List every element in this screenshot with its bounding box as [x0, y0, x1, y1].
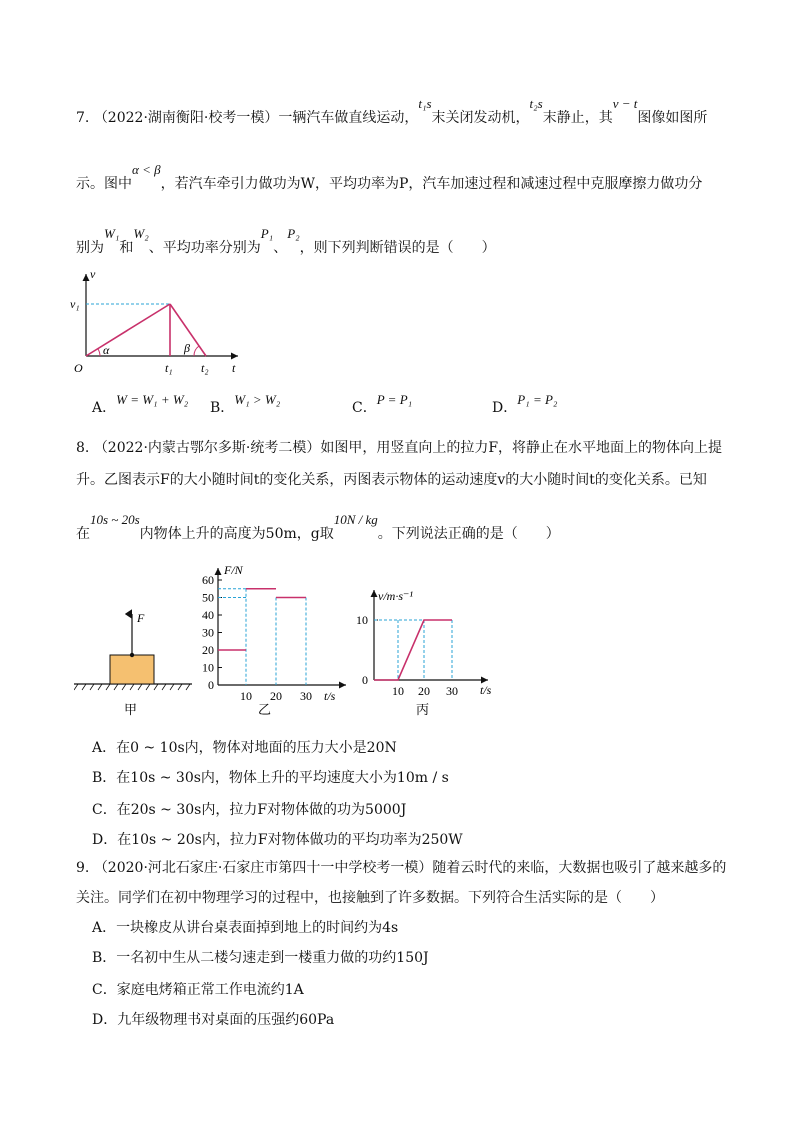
q9-text: 随着云时代的来临，大数据也吸引了越来越多的	[432, 860, 727, 876]
option-letter: C．	[92, 982, 117, 998]
yi-y-tick-50: 50	[202, 590, 214, 605]
q7-accel-line	[86, 304, 170, 356]
yi-force-line	[218, 589, 306, 650]
yi-y-tick-20: 20	[202, 643, 214, 657]
q7-v1-label: v₁	[70, 297, 80, 311]
bing-y-title: v/m·s⁻¹	[378, 589, 413, 603]
q9-text: 关注。同学们在初中物理学习的过程中，也接触到了许多数据。下列符合生活实际的是（ ）	[76, 890, 664, 906]
q8-number: 8.	[76, 440, 90, 456]
q8-text: 升。乙图表示F的大小随时间t的变化关系，丙图表示物体的运动速度v的大小随时间t的变化关系。已知	[76, 472, 707, 488]
q7-number: 7.	[76, 110, 90, 126]
object-block	[110, 655, 154, 684]
q8-interval: 10s ~ 20s	[90, 512, 140, 527]
option-letter: B．	[92, 950, 117, 966]
option-letter: C．	[92, 802, 117, 818]
q7-text: 末关闭发动机，	[431, 110, 530, 126]
q8-text: 如图甲，用竖直向上的拉力F，将静止在水平地面上的物体向上提	[320, 440, 723, 456]
q7-option-c[interactable]	[352, 392, 413, 418]
bing-dashed-guides	[374, 620, 452, 680]
option-text: W = W₁ + W₂	[116, 392, 189, 407]
q7-text: 末静止，其	[542, 110, 613, 126]
option-text: 一块橡皮从讲台桌表面掉到地上的时间约为4s	[116, 920, 399, 936]
option-text: 家庭电烤箱正常工作电流约1A	[116, 982, 304, 998]
q7-source: （2022·湖南衡阳·校考一模）	[93, 110, 279, 126]
bing-velocity-line	[374, 620, 452, 680]
q7-p1: P₁	[260, 226, 274, 241]
q7-beta-arc	[194, 346, 199, 356]
option-text: 在0 ~ 10s内，物体对地面的压力大小是20N	[116, 740, 397, 756]
force-label: F	[137, 611, 145, 625]
q9-source: （2020·河北石家庄·石家庄市第四十一中学校考一模）	[93, 860, 433, 876]
q8-figure-jia	[74, 600, 194, 720]
q8-figure-yi	[196, 560, 356, 720]
q7-text: 和	[119, 240, 134, 256]
option-letter: B．	[92, 770, 117, 786]
q7-line-1	[76, 96, 740, 128]
yi-y-tick-30: 30	[202, 625, 214, 640]
bing-y-tick-0: 0	[362, 673, 368, 687]
q9-option-a[interactable]	[92, 918, 398, 938]
q7-t-label: t	[232, 361, 236, 375]
q7-v-label: v	[90, 268, 96, 281]
bing-y-tick-10: 10	[356, 613, 368, 627]
q7-text: ，若汽车牵引力做功为W，平均功率为P，汽车加速过程和减速过程中克服摩擦力做功分	[160, 176, 703, 192]
option-text: P = P₁	[376, 392, 413, 407]
yi-y-tick-60: 60	[202, 573, 214, 587]
bing-x-tick-10: 10	[392, 684, 404, 698]
q7-alpha-arc	[98, 349, 100, 356]
yi-dashed-guides	[218, 589, 306, 685]
q7-p2: P₂	[287, 226, 300, 241]
fig-jia-label: 甲	[124, 702, 138, 717]
option-letter: A．	[92, 740, 117, 756]
q8-option-d[interactable]	[92, 830, 463, 850]
yi-x-title: t/s	[324, 689, 336, 703]
q8-option-a[interactable]	[92, 738, 397, 758]
option-text: 在10s ~ 20s内，拉力F对物体做功的平均功率为250W	[117, 832, 463, 848]
q9-option-b[interactable]	[92, 948, 429, 968]
q7-t1-label: t₁	[165, 361, 173, 375]
ground-hatch	[74, 684, 190, 690]
option-text: W₁ > W₂	[234, 392, 281, 407]
q7-t2s: t₂s	[529, 96, 543, 111]
q7-text: 别为	[76, 240, 104, 256]
q9-option-d[interactable]	[92, 1010, 334, 1030]
q7-origin-label: O	[74, 361, 83, 375]
yi-y-tick-40: 40	[202, 608, 214, 622]
q7-text: 、	[273, 240, 288, 256]
q7-text: ，则下列判断错误的是（ ）	[299, 240, 496, 256]
q8-text: 在	[76, 526, 90, 542]
bing-x-tick-20: 20	[418, 684, 430, 698]
q8-option-b[interactable]	[92, 768, 449, 788]
option-letter: A．	[92, 400, 117, 416]
q7-text: 图像如图所	[637, 110, 708, 126]
yi-y-tick-0: 0	[208, 678, 214, 692]
option-text: 九年级物理书对桌面的压强约60Pa	[117, 1012, 335, 1028]
q7-w1: W₁	[104, 226, 120, 241]
q8-g-value: 10N / kg	[333, 512, 378, 527]
q8-line-1	[76, 438, 740, 458]
q7-t2-label: t₂	[201, 361, 209, 375]
q7-beta-label: β	[184, 341, 190, 355]
q9-line-2	[76, 888, 740, 908]
force-point	[130, 653, 134, 657]
q7-option-a[interactable]	[92, 392, 189, 418]
q9-option-c[interactable]	[92, 980, 304, 1000]
q7-option-d[interactable]	[492, 392, 558, 418]
option-letter: A．	[92, 920, 117, 936]
q8-text: 内物体上升的高度为50m，g取	[139, 526, 334, 542]
q8-line-2	[76, 470, 740, 490]
option-letter: C．	[352, 400, 377, 416]
option-text: 在20s ~ 30s内，拉力F对物体做的功为5000J	[116, 802, 407, 818]
q8-source: （2022·内蒙古鄂尔多斯·统考二模）	[93, 440, 321, 456]
q8-line-3	[76, 512, 740, 544]
q7-text: 示。图中	[76, 176, 132, 192]
q7-option-b[interactable]	[210, 392, 281, 418]
yi-x-tick-10: 10	[240, 689, 252, 703]
yi-y-tick-10: 10	[202, 660, 214, 675]
q8-figure-bing	[352, 584, 512, 720]
q8-option-c[interactable]	[92, 800, 406, 820]
q7-alpha-label: α	[103, 343, 110, 357]
q7-text: 一辆汽车做直线运动，	[278, 110, 419, 126]
option-letter: D．	[492, 400, 518, 416]
option-text: 一名初中生从二楼匀速走到一楼重力做的功约150J	[116, 950, 429, 966]
option-letter: D．	[92, 832, 118, 848]
fig-yi-label: 乙	[258, 702, 272, 717]
q7-text: 、平均功率分别为	[148, 240, 261, 256]
option-letter: B．	[210, 400, 235, 416]
q8-text: 。下列说法正确的是（ ）	[377, 526, 560, 542]
q9-number: 9.	[76, 860, 90, 876]
yi-y-title: F/N	[224, 563, 243, 577]
yi-x-tick-20: 20	[270, 689, 282, 703]
q7-line-3	[76, 226, 740, 258]
q7-vt-graph	[70, 268, 250, 380]
bing-x-tick-30: 30	[446, 684, 458, 698]
q7-w2: W₂	[133, 226, 149, 241]
yi-x-tick-30: 30	[300, 689, 312, 703]
q9-line-1	[76, 858, 740, 878]
q7-t1s: t₁s	[418, 96, 432, 111]
yi-y-ticks	[218, 580, 222, 668]
q7-vt: v − t	[612, 96, 638, 111]
fig-bing-label: 丙	[416, 702, 430, 717]
q7-line-2	[76, 162, 740, 194]
option-text: 在10s ~ 30s内，物体上升的平均速度大小为10m / s	[116, 770, 449, 786]
option-letter: D．	[92, 1012, 118, 1028]
option-text: P₁ = P₂	[517, 392, 558, 407]
bing-x-title: t/s	[480, 683, 492, 697]
q7-alpha-beta: α < β	[132, 162, 161, 177]
